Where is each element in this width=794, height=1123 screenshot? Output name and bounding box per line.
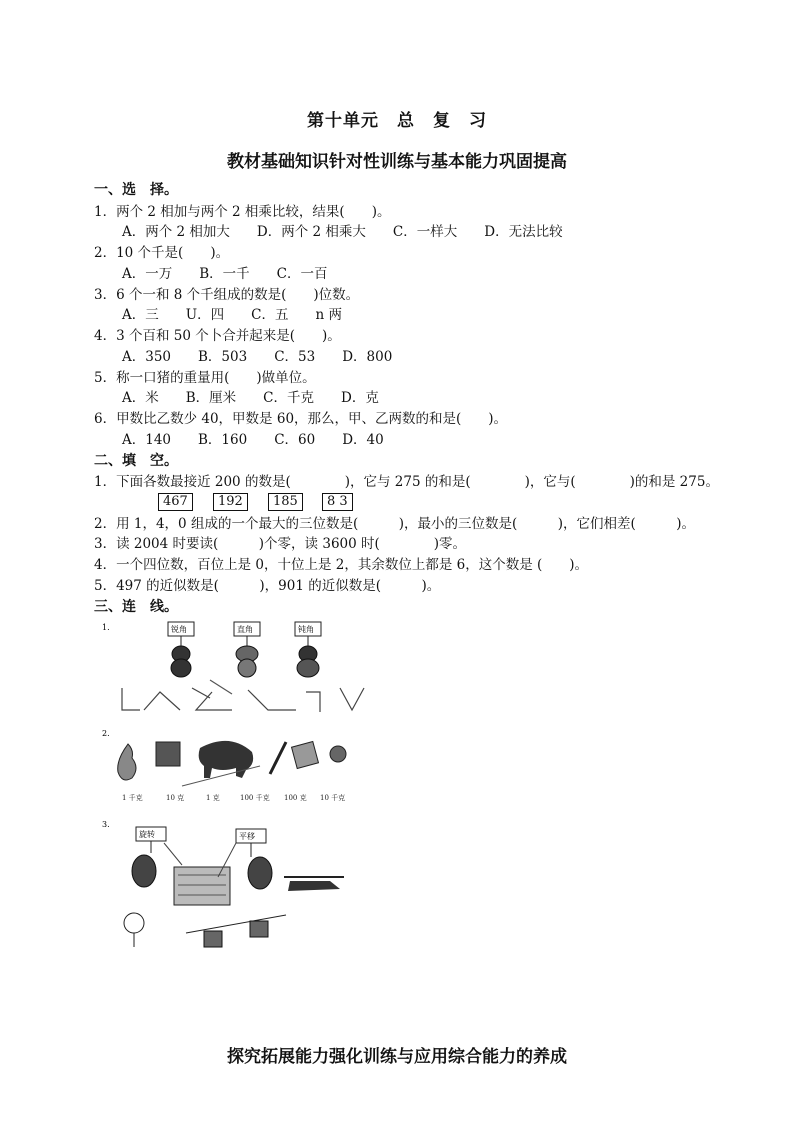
- cable-car-icon: [204, 931, 222, 947]
- helicopter-icon: [288, 881, 340, 891]
- unit-title: 第十单元 总 复 习: [307, 111, 487, 131]
- fill-heading: 二、填 空。: [94, 453, 178, 469]
- number-box: 8 3: [322, 493, 353, 511]
- bear-icon: [199, 741, 253, 778]
- figure-number: 2.: [102, 729, 110, 738]
- choice-q6: 6．甲数比乙数少 40，甲数是 60，那么，甲、乙两数的和是( )。: [94, 411, 508, 427]
- number-box: 467: [158, 493, 193, 511]
- motion-matching-figure: [100, 815, 365, 963]
- pen-icon: [270, 742, 286, 774]
- choice-q1: 1．两个 2 相加与两个 2 相乘比较，结果( )。: [94, 204, 391, 220]
- choice-q5: 5．称一口猪的重量用( )做单位。: [94, 370, 316, 386]
- choice-q4: 4．3 个百和 50 个卜合并起来是( )。: [94, 328, 341, 344]
- sign-acute: [168, 622, 194, 648]
- book-icon: [292, 742, 319, 769]
- choice-q2: 2．10 个千是( )。: [94, 245, 230, 261]
- cable-car-icon: [250, 921, 268, 937]
- match-heading: 三、连 线。: [94, 599, 178, 615]
- weight-label: 1 千克: [122, 794, 143, 802]
- weight-label: 100 千克: [240, 794, 270, 802]
- figure-number: 3.: [102, 820, 110, 829]
- flour-bag-icon: [156, 742, 180, 766]
- fill-q2: 2．用 1，4，0 组成的一个最大的三位数是( )，最小的三位数是( )，它们相差( )。: [94, 516, 696, 532]
- bottom-section-title: 探究拓展能力强化训练与应用综合能力的养成: [227, 1047, 567, 1067]
- sign-obtuse: [295, 622, 321, 648]
- weight-matching-figure: [100, 724, 362, 808]
- choice-q6-options: A．140 B．160 C．60 D．40: [122, 432, 384, 448]
- choice-q2-options: A．一万 B．一千 C．一百: [122, 266, 328, 282]
- sign-label: 钝角: [298, 625, 314, 634]
- choice-q4-options: A．350 B．503 C．53 D．800: [122, 349, 393, 365]
- sign-label: 旋转: [139, 830, 155, 839]
- sign-label: 锐角: [171, 625, 187, 634]
- weight-label: 100 克: [284, 794, 307, 802]
- fill-q3: 3．读 2004 时要读( )个零，读 3600 时( )零。: [94, 536, 467, 552]
- sign-translate: [236, 829, 266, 857]
- pear-icon: [118, 744, 136, 780]
- fill-q4: 4．一个四位数，百位上是 0，十位上是 2，其余数位上都是 6，这个数是 ( )。: [94, 557, 589, 573]
- angle-matching-figure: [100, 618, 380, 718]
- choice-q1-options: A．两个 2 相加大 D．两个 2 相乘大 C．一样大 D．无法比较: [122, 224, 563, 240]
- fan-icon: [124, 913, 144, 933]
- choice-q3-options: A．三 U．四 C．五 n 两: [122, 307, 342, 323]
- sign-rotate: [136, 827, 166, 853]
- figure-number: 1.: [102, 623, 110, 632]
- number-box: 192: [213, 493, 248, 511]
- fill-q1: 1．下面各数最接近 200 的数是( )，它与 275 的和是( )，它与( )的和是 275。: [94, 474, 719, 490]
- choice-q5-options: A．米 B．厘米 C．千克 D．克: [122, 390, 379, 406]
- choice-q3: 3．6 个一和 8 个千组成的数是( )位数。: [94, 287, 360, 303]
- choice-heading: 一、选 择。: [94, 182, 178, 198]
- sign-right: [234, 622, 260, 648]
- sign-label: 平移: [239, 832, 255, 841]
- weight-label: 10 千克: [320, 794, 346, 802]
- weight-label: 10 克: [166, 794, 185, 802]
- weight-label: 1 克: [206, 794, 220, 802]
- fill-q5: 5．497 的近似数是( )，901 的近似数是( )。: [94, 578, 441, 594]
- sign-label: 直角: [237, 625, 253, 634]
- number-box: 185: [268, 493, 303, 511]
- book-shelf-icon: [174, 867, 230, 905]
- section-subtitle: 教材基础知识针对性训练与基本能力巩固提高: [227, 152, 567, 172]
- coin-icon: [330, 746, 346, 762]
